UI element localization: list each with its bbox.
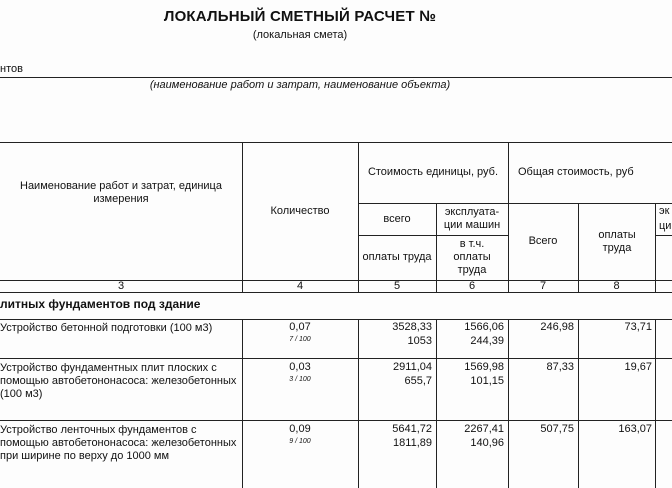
header-cut-mid: ци (659, 219, 672, 232)
row-unit-machine: 1569,98 (464, 361, 504, 373)
col-number: 5 (393, 279, 401, 292)
header-qty: Количество (270, 204, 330, 217)
header-name: Наименование работ и затрат, единица измерения (20, 180, 222, 205)
document-subtitle: (локальная смета) (252, 29, 348, 41)
header-total-labor: оплаты труда (598, 228, 636, 254)
row-total: 87,33 (546, 361, 574, 373)
col-number: 7 (539, 279, 547, 292)
row-unit-total: 5641,72 (392, 423, 432, 435)
row-unit-labor: 655,7 (404, 375, 432, 387)
object-caption: (наименование работ и затрат, наименование объекта) (149, 79, 451, 91)
section-title: литных фундаментов под здание (0, 297, 201, 311)
header-machine-ops: эксплуата-ции машин (443, 206, 501, 231)
col-number: 8 (613, 279, 620, 292)
grid-line (242, 319, 243, 488)
document-title: ЛОКАЛЬНЫЙ СМЕТНЫЙ РАСЧЕТ № (163, 8, 437, 25)
header-unit-cost: Стоимость единицы, руб. (367, 166, 499, 178)
row-unit-machine-labor: 140,96 (470, 437, 504, 449)
row-name: Устройство бетонной подготовки (100 м3) (0, 322, 213, 334)
object-underline (0, 77, 672, 78)
grid-line (0, 292, 672, 293)
col-number: 6 (468, 279, 476, 292)
row-name: Устройство фундаментных плит плоских с помощью автобетононасоса: железобетонных (100 м3) (0, 362, 237, 400)
grid-line (0, 358, 672, 359)
row-qty: 0,09 (289, 423, 311, 435)
row-qty: 0,03 (289, 361, 311, 373)
row-unit-machine-labor: 101,15 (470, 375, 504, 387)
col-number: 3 (117, 279, 125, 292)
row-qty-formula: 3 / 100 (289, 376, 311, 383)
row-unit-labor: 1811,89 (393, 437, 432, 449)
header-total-all: Всего (528, 235, 558, 247)
row-unit-total: 3528,33 (392, 321, 432, 333)
col-number: 4 (296, 279, 304, 292)
row-unit-labor: 1053 (407, 335, 432, 347)
row-total-labor: 73,71 (624, 321, 652, 333)
grid-line (655, 235, 672, 236)
row-unit-machine-labor: 244,39 (470, 335, 504, 347)
grid-line (0, 319, 672, 320)
row-unit-total: 2911,04 (393, 361, 432, 373)
row-name: Устройство ленточных фундаментов с помощью автобетононасоса: железобетонных при ширине по верху до 1000 мм (0, 424, 237, 462)
object-name: нтов (0, 63, 23, 75)
row-unit-machine: 1566,06 (464, 321, 504, 333)
grid-line (508, 319, 509, 488)
row-total-labor: 163,07 (618, 423, 652, 435)
grid-line (655, 203, 656, 292)
header-incl-labor: в т.ч. оплаты труда (453, 238, 491, 276)
row-total-labor: 19,67 (624, 361, 652, 373)
header-total-cost: Общая стоимость, руб (518, 166, 634, 178)
grid-line (578, 203, 579, 292)
row-qty-formula: 9 / 100 (289, 438, 311, 445)
row-qty: 0,07 (289, 321, 311, 333)
header-unit-total: всего (383, 212, 411, 225)
grid-line (655, 319, 656, 488)
grid-line (436, 203, 437, 292)
row-qty-formula: 7 / 100 (289, 336, 311, 343)
row-unit-machine: 2267,41 (464, 423, 504, 435)
header-cut-top: эк (659, 204, 670, 217)
grid-line (578, 319, 579, 488)
grid-line (0, 420, 672, 421)
row-total: 246,98 (540, 321, 574, 333)
header-unit-labor: оплаты труда (362, 251, 432, 263)
row-total: 507,75 (540, 423, 574, 435)
